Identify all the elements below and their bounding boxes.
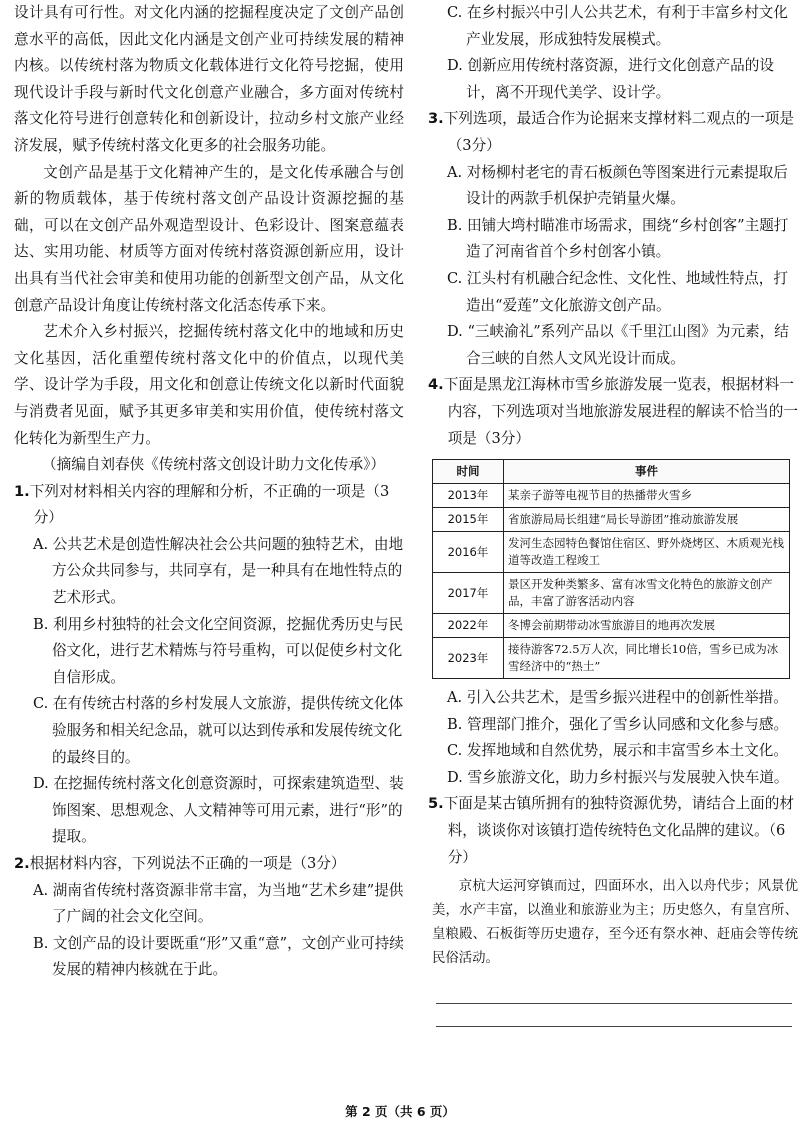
table-cell-event: 省旅游局局长组建“局长导游团”推动旅游发展 <box>504 508 790 532</box>
question-number: 5. <box>428 795 444 813</box>
q4-option-a[interactable]: A. 引入公共艺术，是雪乡振兴进程中的创新性举措。 <box>446 689 788 707</box>
table-row <box>433 614 790 638</box>
paragraph-1: 设计具有可行性。对文化内涵的挖掘程度决定了文创产品创意水平的高低，因此文化内涵是文创产业可持续发展的精神内核。以传统村落为物质文化载体进行文化符号挖掘，使用现代设计手段与新时代文化创意产业融合，多方面对传统村落文化符号进行创意转化和创新设计，拉动乡村文旅产业经济发展，赋予传统村落文化更多的社会服务功能。 <box>14 4 404 154</box>
table-cell-event: 发河生态园特色餐馆住宿区、野外烧烤区、木质观光栈道等改造工程竣工 <box>504 532 790 573</box>
q2-option-b[interactable]: B. 文创产品的设计要既重“形”又重“意”，文创产业可持续发展的精神内核就在于此。 <box>32 934 404 979</box>
answer-line-1[interactable] <box>436 981 792 1004</box>
table-cell-year: 2015年 <box>433 508 504 532</box>
table-cell-year: 2023年 <box>433 638 504 679</box>
source-citation: （摘编自刘春侠《传统村落文创设计助力文化传承》） <box>42 456 385 474</box>
paragraph-3: 艺术介入乡村振兴，挖掘传统村落文化中的地域和历史文化基因，活化重塑传统村落文化中的价值点，以现代美学、设计学为手段，用文化和创意让传统文化以新时代面貌与消费者见面，赋予其更多审美和实用价值，使传统村落文化转化为新型生产力。 <box>14 323 404 447</box>
question-stem: 下面是某古镇所拥有的独特资源优势，请结合上面的材料，谈谈你对该镇打造传统特色文化品牌的建议。（6分） <box>443 795 794 866</box>
table-row <box>433 532 790 573</box>
q3-option-a[interactable]: A. 对杨柳村老宅的青石板颜色等图案进行元素提取后设计的两款手机保护壳销量火爆。 <box>446 163 788 208</box>
question-stem: 根据材料内容，下列说法不正确的一项是（3分） <box>29 855 346 872</box>
q3-option-d[interactable]: D. “三峡渝礼”系列产品以《千里江山图》为元素，结合三峡的自然人文风光设计而成。 <box>446 323 789 367</box>
q1-option-d[interactable]: D. 在挖掘传统村落文化创意资源时，可探索建筑造型、装饰图案、思想观念、人文精神等可用元素，进行“形”的提取。 <box>32 775 404 846</box>
table-header-event: 事件 <box>504 460 790 484</box>
table-row <box>433 638 790 679</box>
table-row <box>433 484 790 508</box>
q2-option-a[interactable]: A. 湖南省传统村落资源非常丰富，为当地“艺术乡建”提供了广阔的社会文化空间。 <box>32 881 404 926</box>
paragraph-2: 文创产品是基于文化精神产生的，是文化传承融合与创新的物质载体，基于传统村落文创产品设计资源挖掘的基础，可以在文创产品外观造型设计、色彩设计、图案意蕴表达、实用功能、材质等方面对传统村落资源创新应用，设计出具有当代社会审美和使用功能的创新型文创产品，从文化创意产品设计角度让传统村落文化活态传承下来。 <box>14 163 404 314</box>
question-2 <box>14 851 404 878</box>
page-footer: 第 2 页（共 6 页） <box>345 1104 455 1119</box>
table-cell-event: 某亲子游等电视节目的热播带火雪乡 <box>504 484 790 508</box>
table-header-row <box>433 460 790 484</box>
q3-option-b[interactable]: B. 田铺大塆村瞄准市场需求，围绕“乡村创客”主题打造了河南省首个乡村创客小镇。 <box>446 216 789 261</box>
q4-option-d[interactable]: D. 雪乡旅游文化，助力乡村振兴与发展驶入快车道。 <box>446 768 789 786</box>
snow-town-timeline-table <box>432 459 790 679</box>
question-1 <box>14 479 404 532</box>
q1-option-a[interactable]: A. 公共艺术是创造性解决社会公共问题的独特艺术，由地方公众共同参与，共同享有，是一种具有在地性特点的艺术形式。 <box>32 535 404 607</box>
table-cell-year: 2016年 <box>433 532 504 573</box>
q1-option-b[interactable]: B. 利用乡村独特的社会文化空间资源，挖掘优秀历史与民俗文化，进行艺术精炼与符号重构，可以促使乡村文化自信形成。 <box>32 615 404 686</box>
table-cell-event: 冬博会前期带动冰雪旅游目的地再次发展 <box>504 614 790 638</box>
question-4 <box>428 372 798 452</box>
q4-option-c[interactable]: C. 发挥地域和自然优势，展示和丰富雪乡本土文化。 <box>446 742 788 760</box>
q3-option-c[interactable]: C. 江头村有机融合纪念性、文化性、地域性特点，打造出“爱莲”文化旅游文创产品。 <box>446 269 788 314</box>
q5-material: 京杭大运河穿镇而过，四面环水，出入以舟代步；风景优美，水产丰富，以渔业和旅游业为主；历史悠久，有皇宫所、皇粮殿、石板街等历史遗存，至今还有祭水神、赶庙会等传统民俗活动。 <box>432 879 798 967</box>
table-cell-event: 接待游客72.5万人次，同比增长10倍，雪乡已成为冰雪经济中的“热土” <box>504 638 790 679</box>
q2-option-c[interactable]: C. 在乡村振兴中引人公共艺术，有利于丰富乡村文化产业发展，形成独特发展模式。 <box>446 4 788 48</box>
table-row <box>433 573 790 614</box>
question-5 <box>428 791 798 871</box>
question-stem: 下列选项，最适合作为论据来支撑材料二观点的一项是（3分） <box>443 110 794 154</box>
question-number: 4. <box>428 376 444 394</box>
question-3 <box>428 106 798 159</box>
table-header-time: 时间 <box>433 460 504 484</box>
question-number: 2. <box>14 855 30 872</box>
question-stem: 下面是黑龙江海林市雪乡旅游发展一览表，根据材料一内容，下列选项对当地旅游发展进程的解读不恰当的一项是（3分） <box>443 376 798 447</box>
right-column <box>428 0 798 1027</box>
q1-option-c[interactable]: C. 在有传统古村落的乡村发展人文旅游，提供传统文化体验服务和相关纪念品，就可以达到传承和发展传统文化的最终目的。 <box>32 695 404 766</box>
table-cell-year: 2017年 <box>433 573 504 614</box>
table-cell-year: 2022年 <box>433 614 504 638</box>
q2-option-d[interactable]: D. 创新应用传统村落资源，进行文化创意产品的设计，离不开现代美学、设计学。 <box>446 57 774 101</box>
table-row <box>433 508 790 532</box>
q4-option-b[interactable]: B. 管理部门推介，强化了雪乡认同感和文化参与感。 <box>446 715 789 733</box>
question-number: 1. <box>14 482 30 500</box>
answer-line-2[interactable] <box>436 1004 792 1027</box>
question-stem: 下列对材料相关内容的理解和分析，不正确的一项是（3分） <box>29 482 390 527</box>
table-cell-year: 2013年 <box>433 484 504 508</box>
question-number: 3. <box>428 110 444 128</box>
table-cell-event: 景区开发种类繁多、富有冰雪文化特色的旅游文创产品，丰富了游客活动内容 <box>504 573 790 614</box>
left-column <box>14 0 404 984</box>
